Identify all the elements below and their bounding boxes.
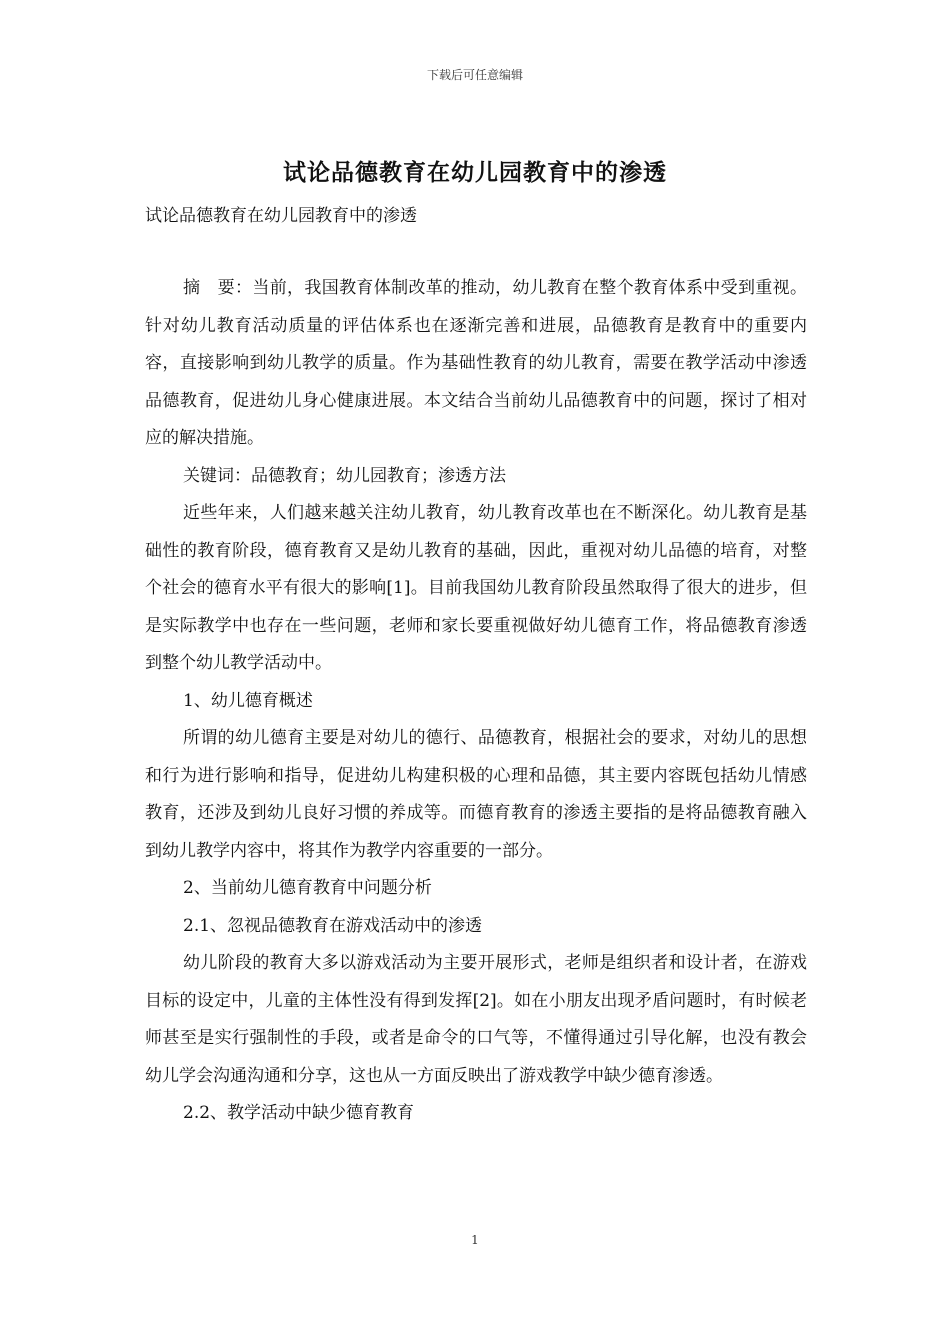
intro-paragraph: 近些年来，人们越来越关注幼儿教育，幼儿教育改革也在不断深化。幼儿教育是基础性的教育阶段，德育教育又是幼儿教育的基础，因此，重视对幼儿品德的培育，对整个社会的德育水平有很大的影响[1]。目前我国幼儿教育阶段虽然取得了很大的进步，但是实际教学中也存在一些问题，老师和家长要重视做好幼儿德育工作，将品德教育渗透到整个幼儿教学活动中。 (145, 503, 807, 673)
document-body (145, 270, 807, 1133)
document-subtitle: 试论品德教育在幼儿园教育中的渗透 (145, 206, 417, 226)
subsection-heading-2-2: 2.2、教学活动中缺少德育教育 (183, 1103, 415, 1123)
section-heading-2: 2、当前幼儿德育教育中问题分析 (183, 878, 432, 898)
section-heading-1: 1、幼儿德育概述 (183, 690, 313, 711)
page-number: 1 (471, 1233, 479, 1247)
keywords-paragraph: 关键词：品德教育；幼儿园教育；渗透方法 (183, 465, 506, 486)
page-header: 下载后可任意编辑 (426, 68, 523, 82)
abstract-paragraph: 摘 要：当前，我国教育体制改革的推动，幼儿教育在整个教育体系中受到重视。针对幼儿教育活动质量的评估体系也在逐渐完善和进展，品德教育是教育中的重要内容，直接影响到幼儿教学的质量。作为基础性教育的幼儿教育，需要在教学活动中渗透品德教育，促进幼儿身心健康进展。本文结合当前幼儿品德教育中的问题，探讨了相对应的解决措施。 (145, 278, 807, 448)
document-title: 试论品德教育在幼儿园教育中的渗透 (283, 159, 667, 186)
subsection-2-1-paragraph: 幼儿阶段的教育大多以游戏活动为主要开展形式，老师是组织者和设计者，在游戏目标的设定中，儿童的主体性没有得到发挥[2]。如在小朋友出现矛盾问题时，有时候老师甚至是实行强制性的手段，或者是命令的口气等，不懂得通过引导化解，也没有教会幼儿学会沟通沟通和分享，这也从一方面反映出了游戏教学中缺少德育渗透。 (145, 953, 807, 1086)
section-1-paragraph: 所谓的幼儿德育主要是对幼儿的德行、品德教育，根据社会的要求，对幼儿的思想和行为进行影响和指导，促进幼儿构建积极的心理和品德，其主要内容既包括幼儿情感教育，还涉及到幼儿良好习惯的养成等。而德育教育的渗透主要指的是将品德教育融入到幼儿教学内容中，将其作为教学内容重要的一部分。 (145, 728, 807, 861)
subsection-heading-2-1: 2.1、忽视品德教育在游戏活动中的渗透 (183, 915, 483, 936)
